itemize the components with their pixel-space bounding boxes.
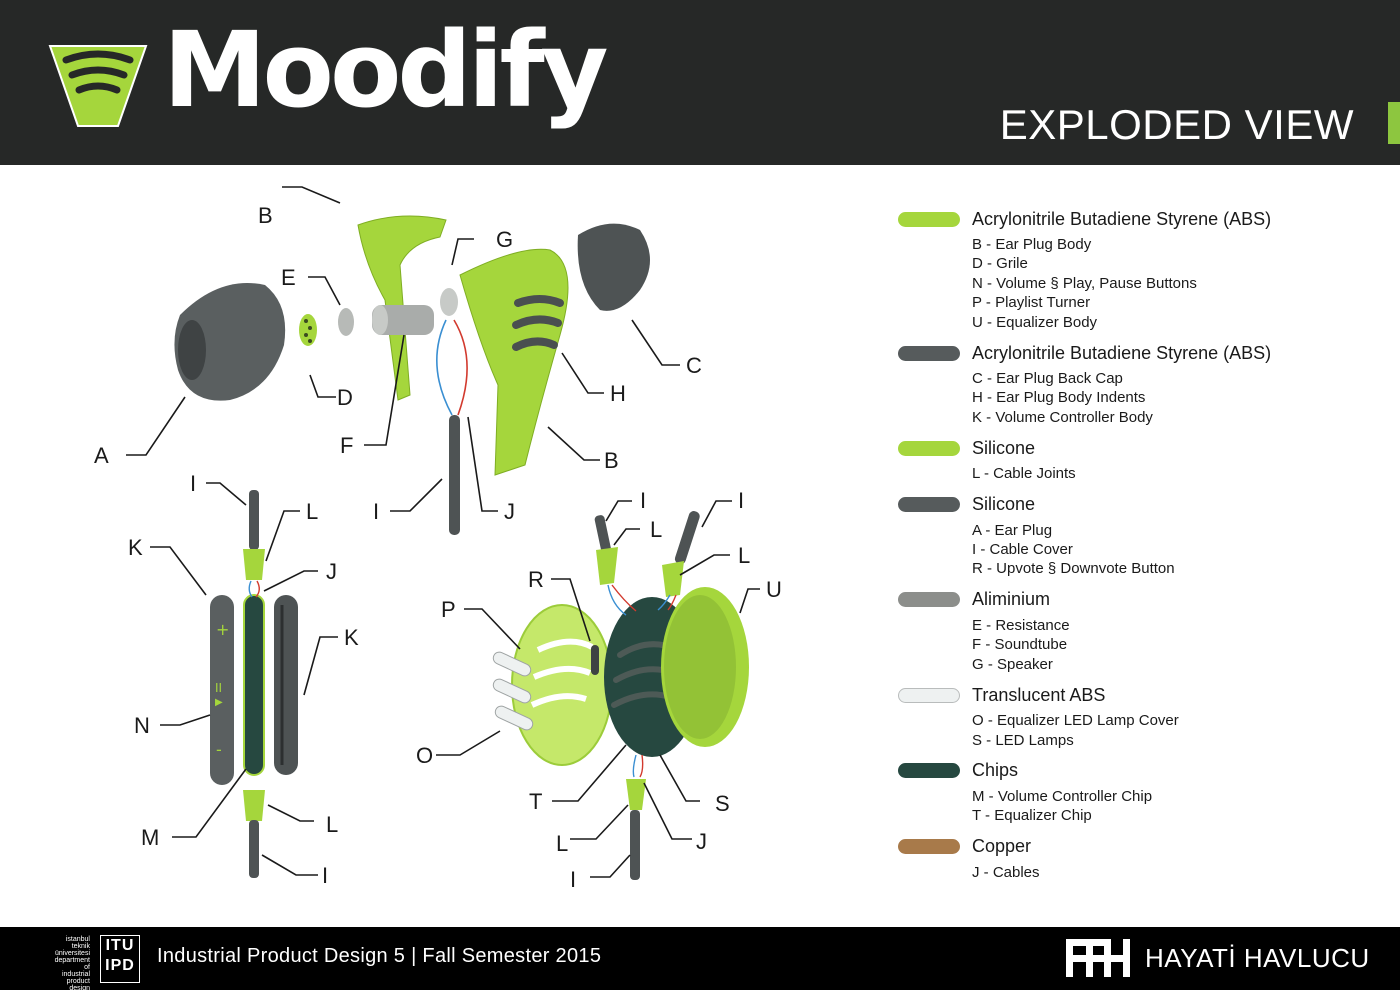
- part-item: H - Ear Plug Body Indents: [972, 389, 1146, 407]
- material-row: [898, 205, 1378, 233]
- material-swatch: [898, 441, 960, 456]
- resistance-part: [338, 308, 354, 336]
- material-row: [898, 434, 1378, 462]
- page-subtitle: EXPLODED VIEW: [999, 101, 1354, 148]
- part-item: R - Upvote § Downvote Button: [972, 560, 1175, 578]
- cable-red: [454, 320, 467, 415]
- brand-title: Moodify: [163, 9, 605, 131]
- part-item: I - Cable Cover: [972, 541, 1073, 559]
- material-swatch: [898, 212, 960, 227]
- cable-blue: [437, 320, 452, 415]
- university-text-line: teknik: [71, 943, 90, 950]
- material-row: [898, 586, 1378, 614]
- part-item: O - Equalizer LED Lamp Cover: [972, 712, 1179, 730]
- university-text-line: design: [69, 985, 90, 992]
- callout-k-right: K: [344, 625, 359, 650]
- part-list: [972, 464, 1378, 483]
- volume-controller-body: [274, 595, 298, 775]
- part-list: [972, 369, 1378, 427]
- part-item: F - Soundtube: [972, 636, 1068, 654]
- material-group: [898, 434, 1378, 483]
- callout-t: T: [529, 789, 543, 814]
- material-row: [898, 833, 1378, 861]
- university-text-line: product: [66, 978, 90, 985]
- callout-l-vc-top: L: [306, 499, 319, 524]
- university-text-line: industrial: [61, 971, 90, 978]
- part-list: [972, 711, 1378, 750]
- callout-p: P: [441, 597, 456, 622]
- university-text-line: department of: [54, 957, 90, 971]
- callout-b-bottom: B: [604, 448, 619, 473]
- material-group: [898, 681, 1378, 750]
- callout-j-vc: J: [326, 559, 337, 584]
- part-item: D - Grile: [972, 255, 1028, 273]
- itu-logo-line-1: ITU: [105, 937, 135, 954]
- material-name: Chips: [972, 760, 1019, 781]
- callout-l-eq-3: L: [556, 831, 569, 856]
- author-name: HAYATİ HAVLUCU: [1145, 943, 1370, 973]
- part-item: K - Volume Controller Body: [972, 408, 1153, 426]
- material-group: [898, 586, 1378, 674]
- callout-b-top: B: [258, 203, 273, 228]
- material-row: [898, 681, 1378, 709]
- itu-ipd-logo: [100, 935, 140, 983]
- material-group: [898, 833, 1378, 882]
- part-list: [972, 235, 1378, 332]
- playlist-turner-part: [512, 605, 612, 765]
- footer-bar: [0, 927, 1400, 990]
- cable-cover-eq-2: [674, 510, 701, 566]
- callout-r: R: [528, 567, 544, 592]
- exploded-view-drawing: [0, 165, 880, 927]
- callout-j-earbud: J: [504, 499, 515, 524]
- grille-part: [299, 314, 317, 346]
- part-item: B - Ear Plug Body: [972, 236, 1092, 253]
- callout-j-eq: J: [696, 829, 707, 854]
- callout-o: O: [416, 743, 434, 768]
- callout-i-eq-3: I: [570, 867, 577, 892]
- material-row: [898, 339, 1378, 367]
- material-row: [898, 491, 1378, 519]
- svg-text:▶: ▶: [215, 697, 223, 708]
- volume-chip-part: [244, 595, 264, 775]
- callout-m: M: [141, 825, 160, 850]
- material-name: Acrylonitrile Butadiene Styrene (ABS): [972, 208, 1272, 229]
- vote-button-part: [591, 645, 599, 675]
- callout-i-eq-2: I: [738, 488, 745, 513]
- part-item: J - Cables: [972, 863, 1040, 881]
- material-swatch: [898, 497, 960, 512]
- material-name: Acrylonitrile Butadiene Styrene (ABS): [972, 342, 1272, 363]
- svg-text:+: +: [216, 620, 230, 639]
- callout-c: C: [686, 353, 702, 378]
- part-item: N - Volume § Play, Pause Buttons: [972, 274, 1197, 292]
- part-list: [972, 616, 1378, 674]
- callout-i-earbud: I: [373, 499, 380, 524]
- part-list: [972, 787, 1378, 826]
- exploded-view-svg: [0, 165, 880, 927]
- cable-joint-top: [243, 549, 265, 580]
- material-name: Aliminium: [972, 589, 1051, 610]
- material-swatch: [898, 592, 960, 607]
- material-name: Silicone: [972, 437, 1036, 458]
- author-monogram-icon: [1064, 937, 1132, 979]
- material-swatch: [898, 763, 960, 778]
- university-name: [50, 936, 90, 992]
- material-name: Translucent ABS: [972, 684, 1106, 705]
- material-group: [898, 757, 1378, 826]
- callout-g: G: [496, 227, 514, 252]
- cable-cover-bottom: [249, 820, 259, 878]
- cable-joint-eq-2: [662, 561, 684, 597]
- callout-f: F: [340, 433, 354, 458]
- part-item: L - Cable Joints: [972, 465, 1076, 483]
- ear-plug-body-right: [460, 249, 568, 475]
- material-group: [898, 205, 1378, 332]
- university-text-line: üniversitesi: [54, 950, 90, 957]
- svg-text:II: II: [215, 681, 223, 695]
- callout-h: H: [610, 381, 626, 406]
- callout-a: A: [94, 443, 109, 468]
- cable-joint-bottom: [243, 790, 265, 821]
- part-list: [972, 521, 1378, 579]
- callout-i-vc-top: I: [190, 471, 197, 496]
- material-name: Silicone: [972, 494, 1036, 515]
- callout-i-eq-1: I: [640, 488, 647, 513]
- materials-legend: [898, 205, 1378, 889]
- accent-bar: [1388, 102, 1400, 144]
- part-item: U - Equalizer Body: [972, 313, 1098, 331]
- part-item: T - Equalizer Chip: [972, 807, 1092, 825]
- part-item: G - Speaker: [972, 655, 1053, 673]
- callout-k-left: K: [128, 535, 143, 560]
- part-item: C - Ear Plug Back Cap: [972, 370, 1123, 388]
- svg-text:-: -: [216, 740, 222, 759]
- volume-controller-assembly: [210, 490, 298, 878]
- material-swatch: [898, 688, 960, 703]
- material-row: [898, 757, 1378, 785]
- callout-l-eq-2: L: [738, 543, 751, 568]
- earbud-assembly: [174, 216, 650, 535]
- part-list: [972, 863, 1378, 882]
- cable-cover-top: [249, 490, 259, 550]
- ear-plug-back-cap: [578, 224, 650, 311]
- callout-l-eq-1: L: [650, 517, 663, 542]
- callout-l-vc-bottom: L: [326, 812, 339, 837]
- cable-cover-part: [449, 415, 460, 535]
- moodify-logo-icon: [48, 40, 148, 128]
- callout-d: D: [337, 385, 353, 410]
- university-text-line: istanbul: [65, 936, 90, 943]
- equalizer-assembly: [491, 510, 749, 880]
- speaker-part: [440, 288, 458, 316]
- body-indent-1: [518, 299, 560, 303]
- part-item: P - Playlist Turner: [972, 294, 1091, 312]
- material-name: Copper: [972, 836, 1032, 857]
- part-item: S - LED Lamps: [972, 731, 1074, 749]
- cable-cover-eq-3: [630, 810, 640, 880]
- cable-joint-eq-1: [596, 547, 618, 585]
- callout-e: E: [281, 265, 296, 290]
- callout-n: N: [134, 713, 150, 738]
- header-bar: [0, 0, 1400, 165]
- part-item: M - Volume Controller Chip: [972, 787, 1153, 805]
- part-item: E - Resistance: [972, 616, 1070, 634]
- part-item: A - Ear Plug: [972, 521, 1053, 539]
- material-swatch: [898, 346, 960, 361]
- itu-logo-line-2: IPD: [105, 957, 135, 974]
- ear-plug-opening: [178, 320, 206, 380]
- cable-joint-eq-3: [626, 779, 646, 810]
- material-group: [898, 491, 1378, 579]
- material-swatch: [898, 839, 960, 854]
- callout-u: U: [766, 577, 782, 602]
- material-group: [898, 339, 1378, 427]
- callout-s: S: [715, 791, 730, 816]
- course-info: Industrial Product Design 5 | Fall Semester 2015: [157, 945, 602, 967]
- callout-i-vc-bottom: I: [322, 863, 329, 888]
